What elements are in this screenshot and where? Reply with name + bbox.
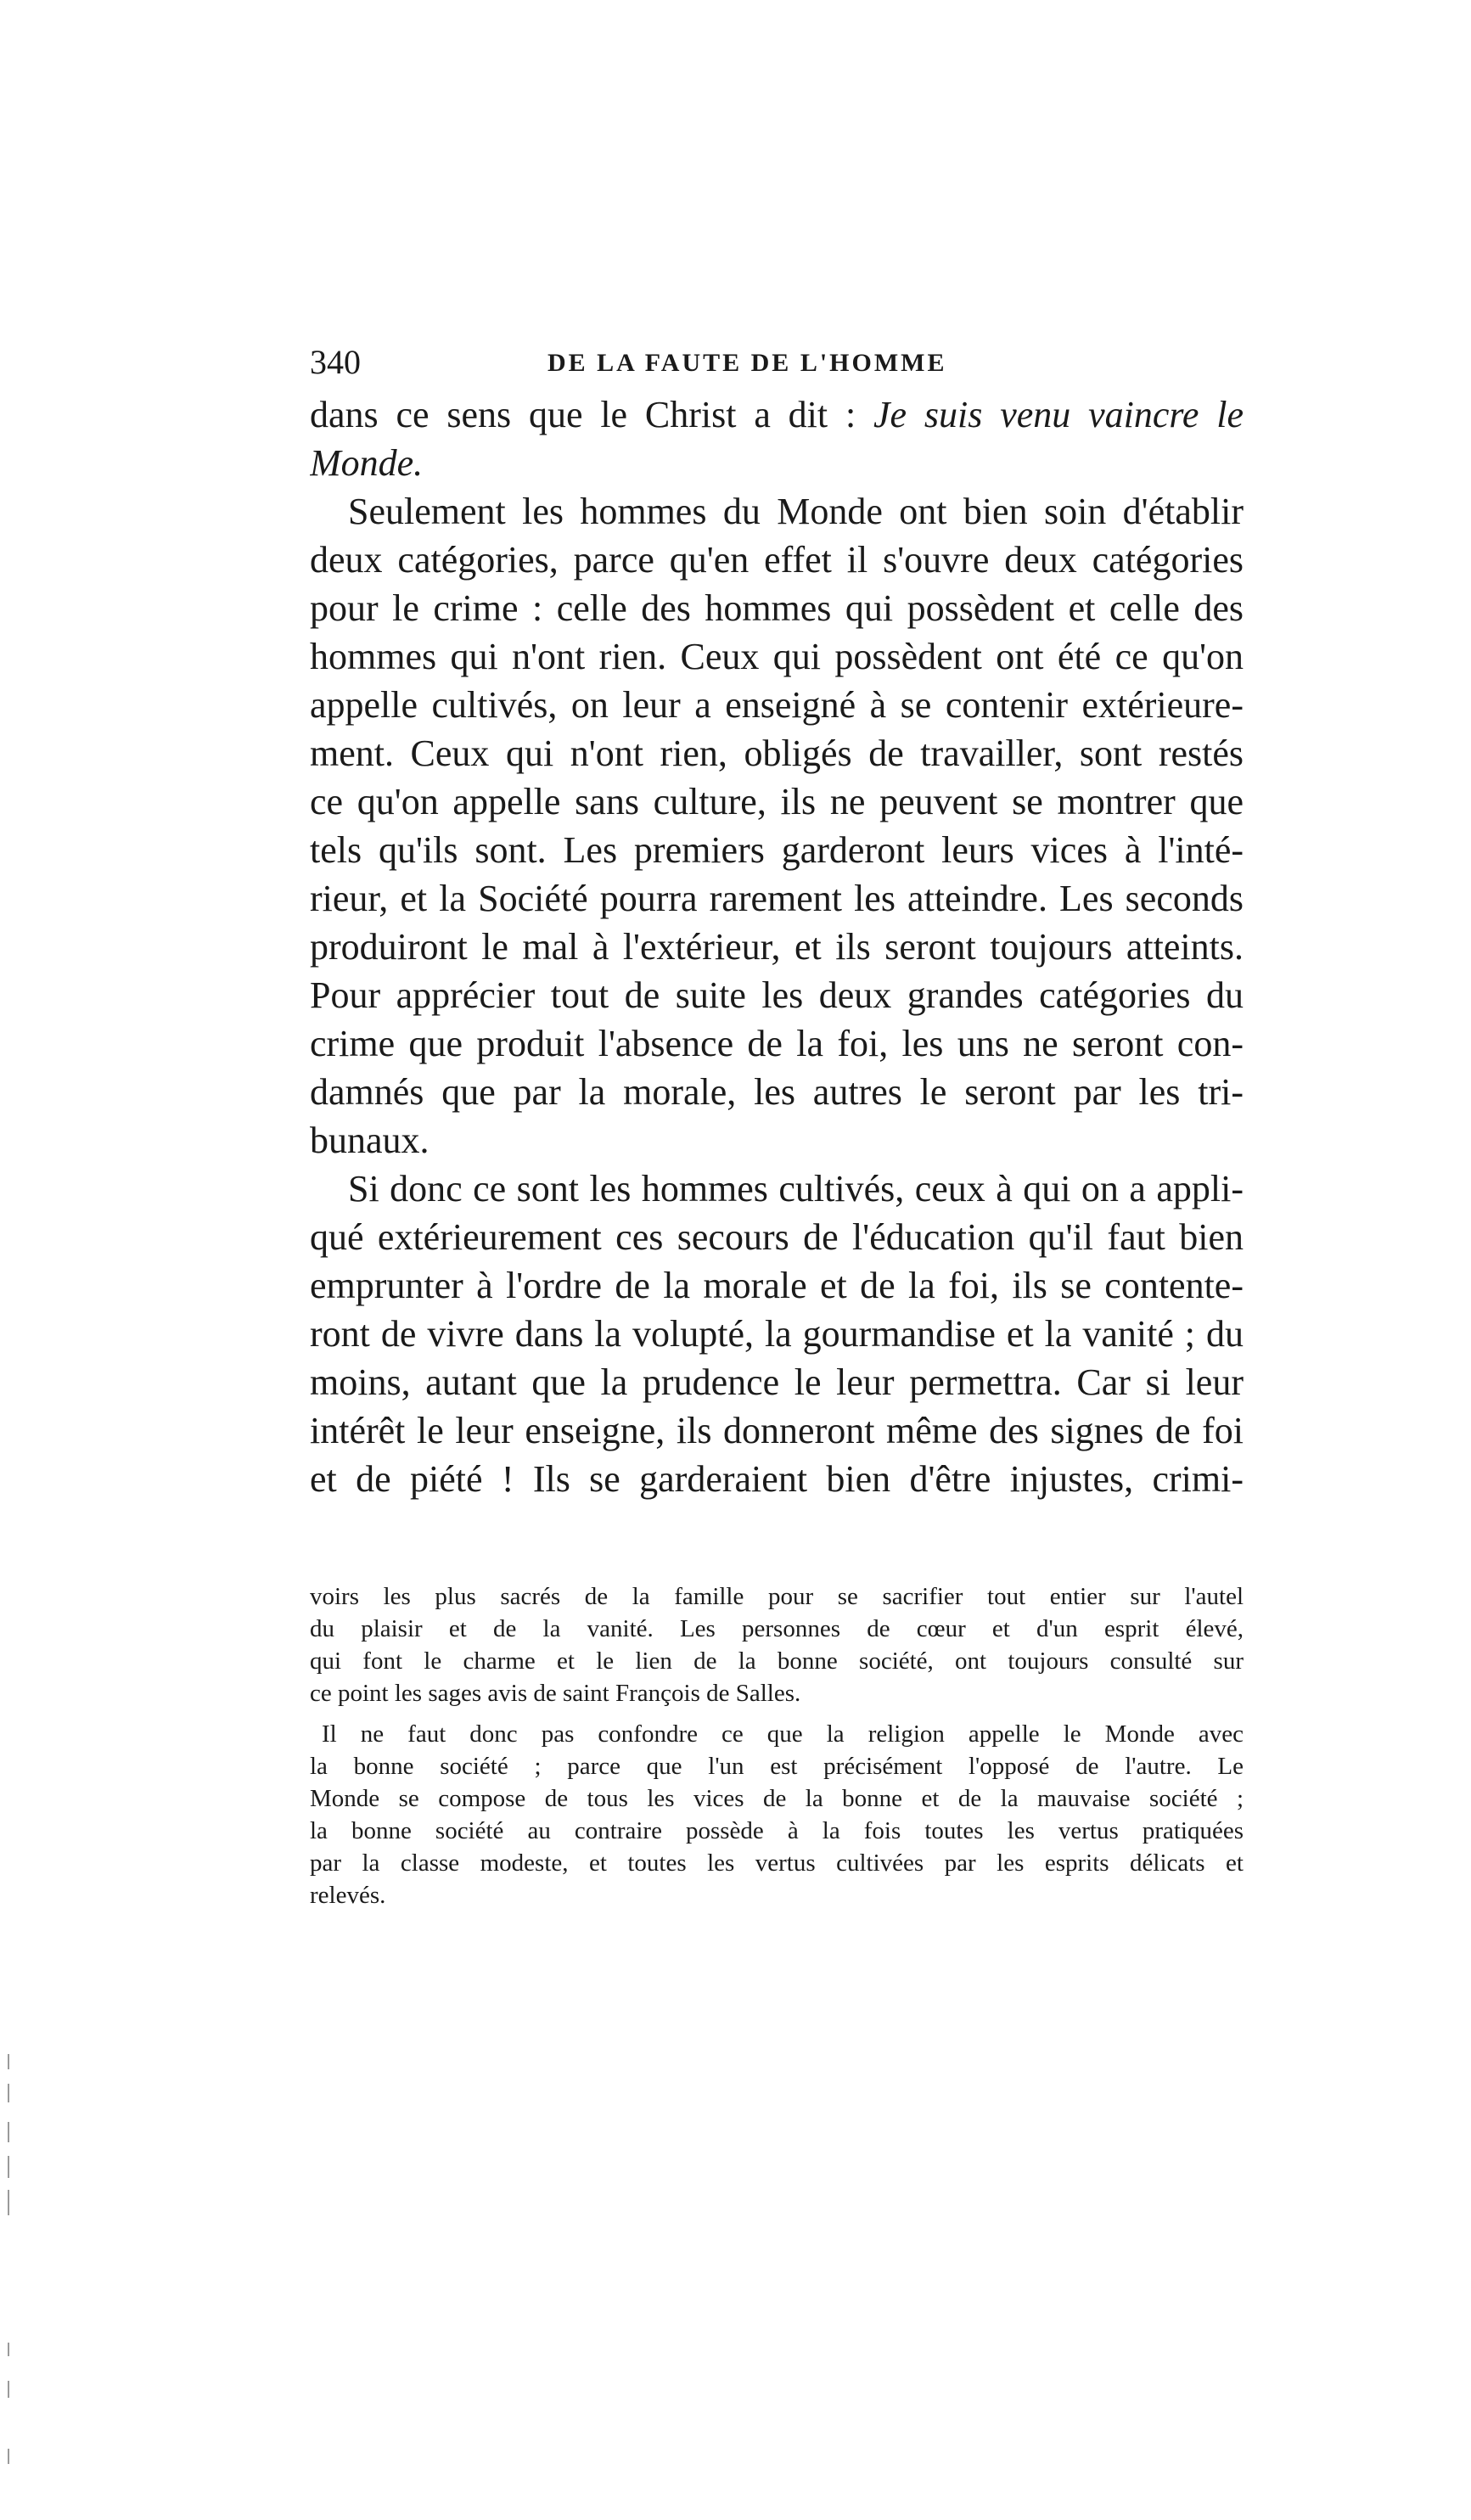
text-line: damnés que par la morale, les autres le seront par les tri- (310, 1071, 1244, 1113)
footnote-line: Il ne faut donc pas confondre ce que la religion appelle le Monde avec (322, 1720, 1244, 1748)
scan-margin-mark (8, 2122, 9, 2142)
text-line: appelle cultivés, on leur a enseigné à se contenir extérieure- (310, 684, 1244, 726)
text-line: Pour apprécier tout de suite les deux grandes catégories du (310, 974, 1244, 1016)
text-line: Si donc ce sont les hommes cultivés, ceux à qui on a appli- (348, 1168, 1244, 1209)
text-line: bunaux. (310, 1120, 430, 1161)
footnote-paragraph-2 (310, 1718, 1244, 1911)
footnote-paragraph-1 (310, 1580, 1244, 1709)
text-line: hommes qui n'ont rien. Ceux qui possèdent ont été ce qu'on (310, 636, 1244, 677)
footnote-line: qui font le charme et le lien de la bonne société, ont toujours consulté sur (310, 1647, 1244, 1675)
text-line: et de piété ! Ils se garderaient bien d'être injustes, crimi- (310, 1458, 1244, 1500)
text-line: emprunter à l'ordre de la morale et de la foi, ils se contente- (310, 1265, 1244, 1306)
text-line: Seulement les hommes du Monde ont bien soin d'établir (348, 491, 1244, 532)
text-line: deux catégories, parce qu'en effet il s'ouvre deux catégories (310, 539, 1244, 581)
scan-margin-mark (8, 2343, 9, 2356)
scan-margin-mark (8, 2381, 9, 2398)
scan-margin-mark (8, 2156, 9, 2178)
footnote-line: Monde se compose de tous les vices de la bonne et de la mauvaise société ; (310, 1785, 1244, 1812)
page-number: 340 (310, 343, 361, 381)
footnotes (310, 1580, 1244, 1920)
text-line: intérêt le leur enseigne, ils donneront même des signes de foi (310, 1410, 1244, 1451)
text-line: rieur, et la Société pourra rarement les atteindre. Les seconds (310, 878, 1244, 919)
text-line: qué extérieurement ces secours de l'éducation qu'il faut bien (310, 1216, 1244, 1258)
text-line: ment. Ceux qui n'ont rien, obligés de travailler, sont restés (310, 732, 1244, 774)
text-line: tels qu'ils sont. Les premiers garderont leurs vices à l'inté- (310, 829, 1244, 871)
text-line: ront de vivre dans la volupté, la gourmandise et la vanité ; du (310, 1313, 1244, 1355)
text-segment: dans ce sens que le Christ a dit : (310, 394, 874, 435)
scan-margin-mark (8, 2054, 9, 2069)
italic-quote: Je suis venu vaincre le (873, 394, 1244, 435)
page-header (310, 341, 1244, 384)
paragraph-1 (310, 390, 1244, 487)
text-line (310, 390, 1244, 439)
text-line: produiront le mal à l'extérieur, et ils seront toujours atteints. (310, 926, 1244, 968)
footnote-line: la bonne société ; parce que l'un est précisément l'opposé de l'autre. Le (310, 1753, 1244, 1780)
scan-margin-mark (8, 2449, 9, 2464)
footnote-line: la bonne société au contraire possède à la fois toutes les vertus pratiquées (310, 1817, 1244, 1844)
footnote-line: par la classe modeste, et toutes les vertus cultivées par les esprits délicats et (310, 1849, 1244, 1877)
paragraph-2 (310, 487, 1244, 1165)
text-line: ce qu'on appelle sans culture, ils ne peuvent se montrer que (310, 781, 1244, 822)
footnote-line: du plaisir et de la vanité. Les personnes de cœur et d'un esprit élevé, (310, 1615, 1244, 1642)
text-line: moins, autant que la prudence le leur permettra. Car si leur (310, 1361, 1244, 1403)
footnote-line: voirs les plus sacrés de la famille pour se sacrifier tout entier sur l'autel (310, 1583, 1244, 1610)
text-line: pour le crime : celle des hommes qui possèdent et celle des (310, 587, 1244, 629)
footnote-line: relevés. (310, 1882, 386, 1909)
running-title: DE LA FAUTE DE L'HOMME (547, 349, 947, 377)
text-line: crime que produit l'absence de la foi, les uns ne seront con- (310, 1023, 1244, 1064)
scan-margin-mark (8, 2190, 9, 2215)
paragraph-3 (310, 1165, 1244, 1503)
italic-quote-end: Monde. (310, 442, 424, 484)
main-text (310, 390, 1244, 1503)
footnote-line: ce point les sages avis de saint François de Salles. (310, 1680, 801, 1707)
scan-margin-mark (8, 2084, 9, 2102)
